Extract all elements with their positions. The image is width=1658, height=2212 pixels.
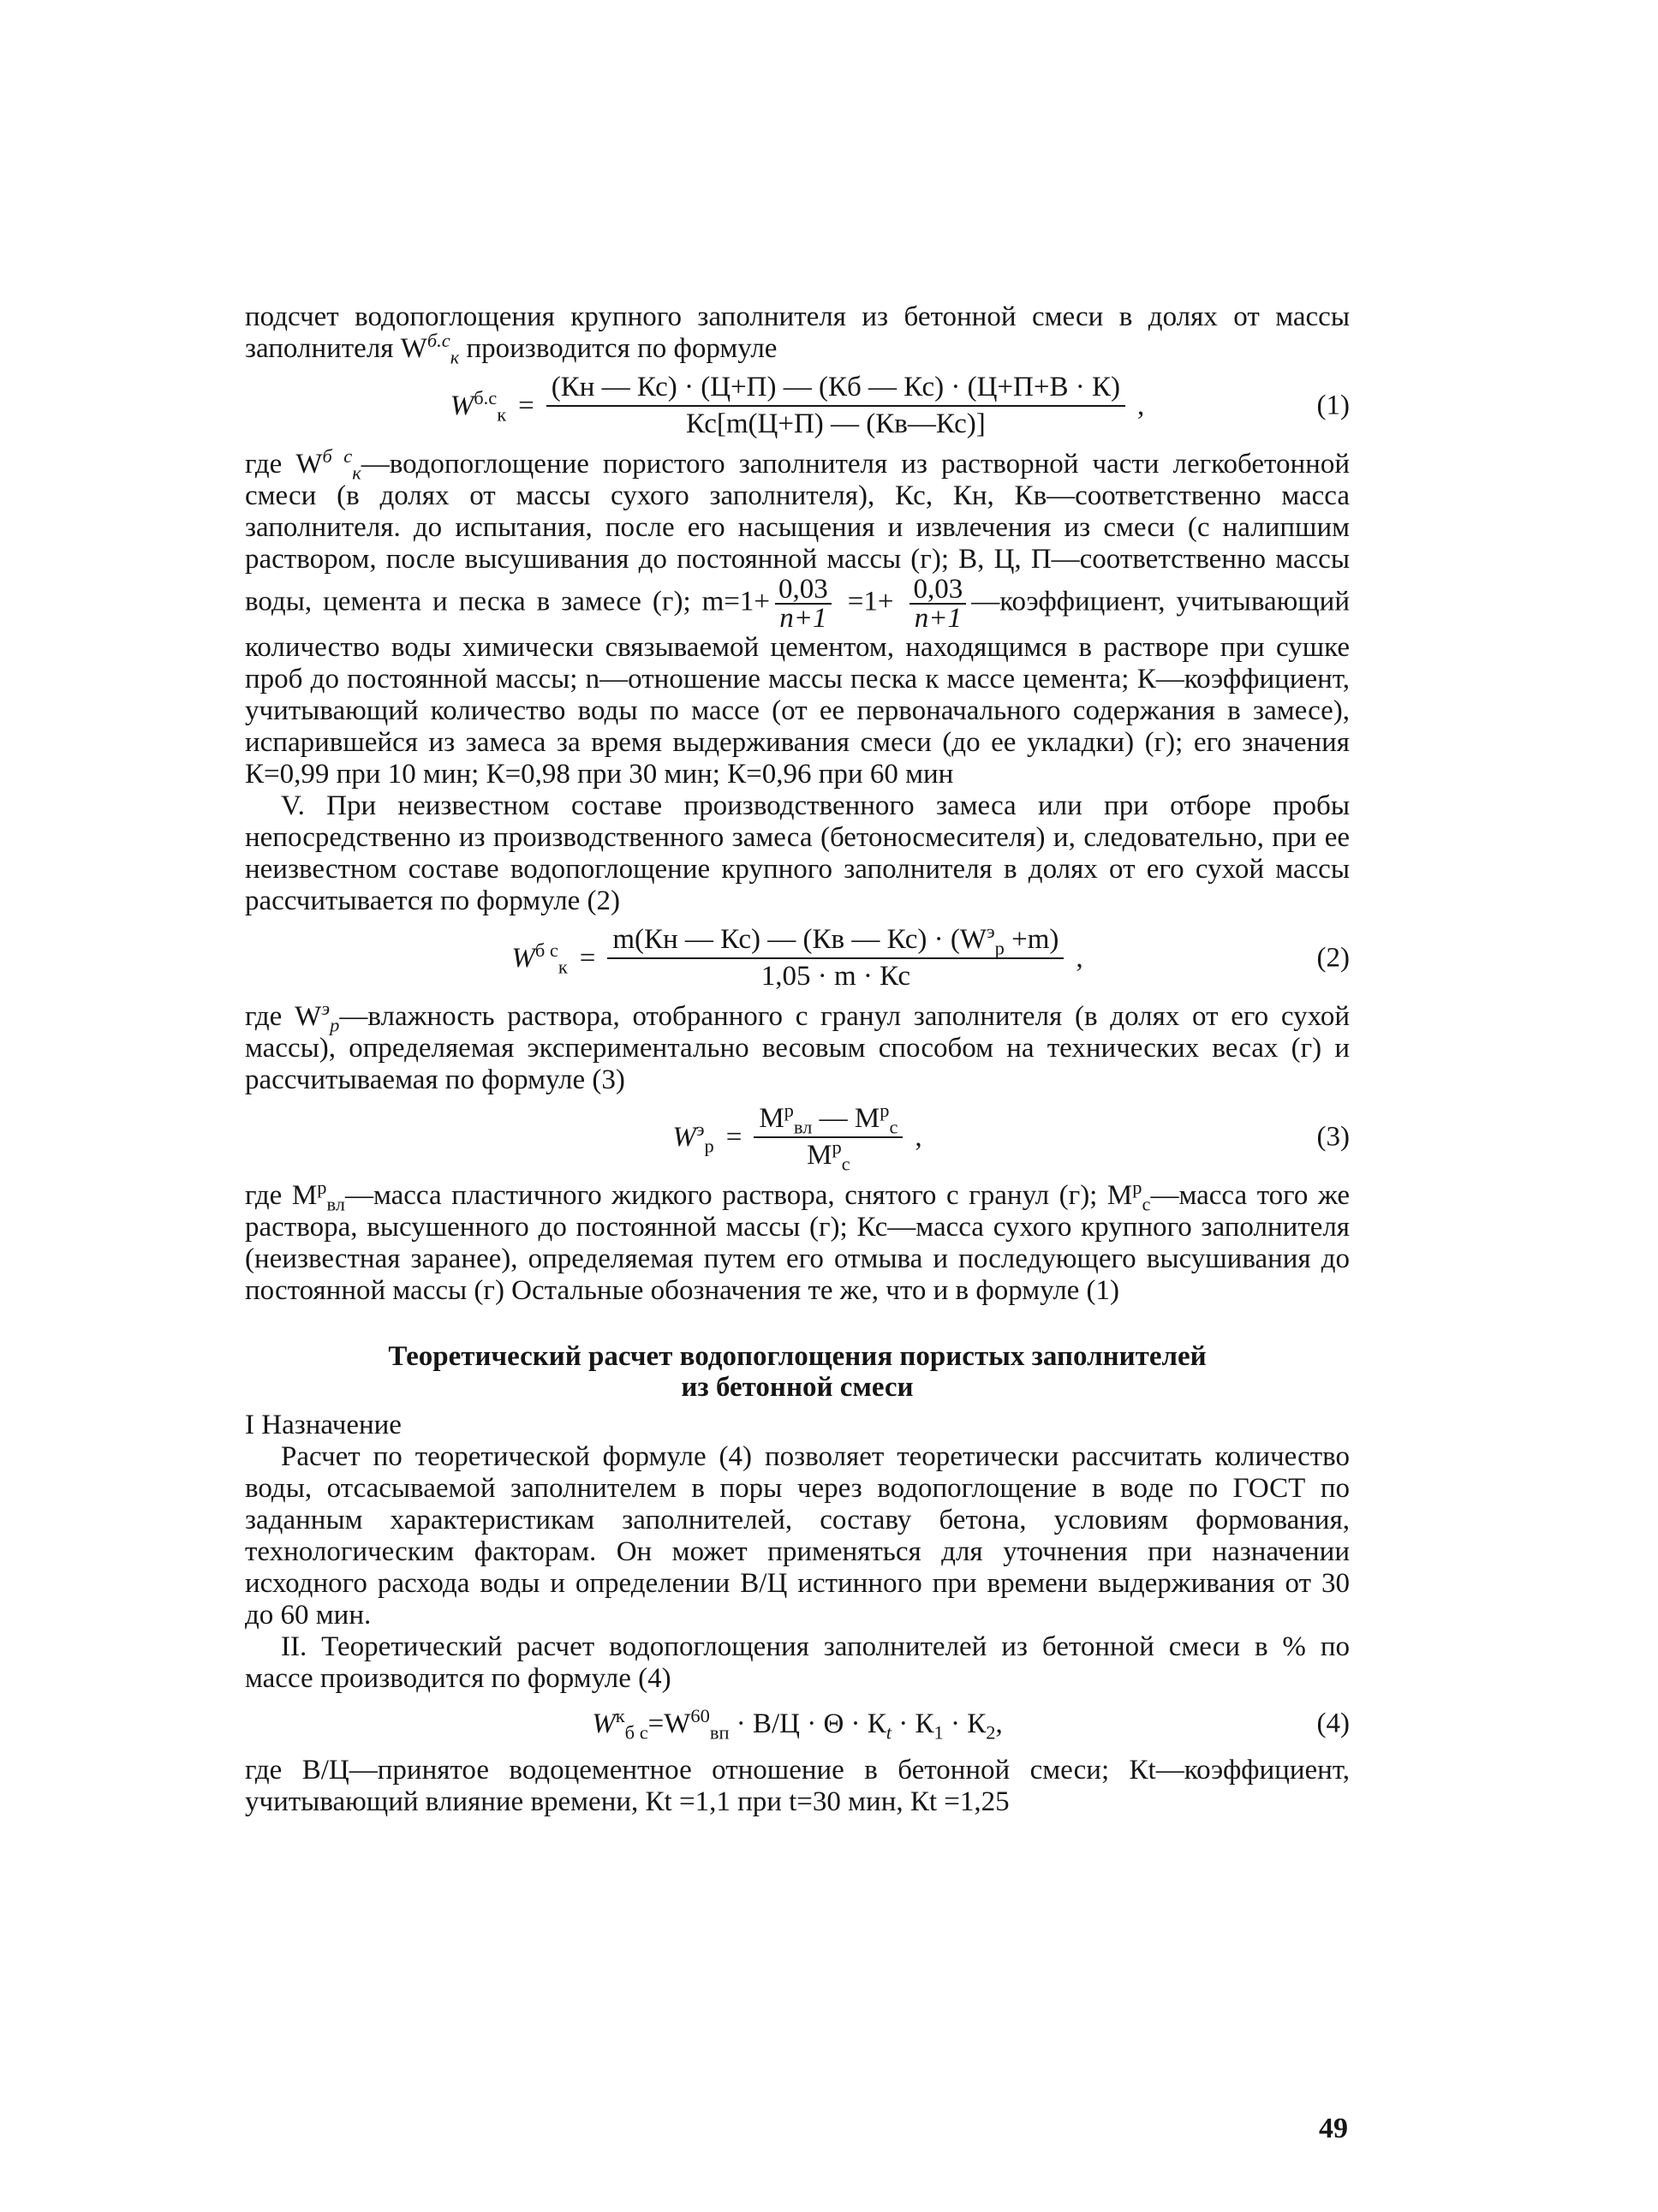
formula-4-lhs [592,1704,648,1744]
formula-1-fraction [546,372,1125,440]
paragraph-intro-tail: производится по формуле [459,333,778,364]
symbol-sub: с [1142,1193,1151,1215]
formula-4-lhs-symbol: W [592,1708,616,1739]
symbol-sup: э [321,998,331,1019]
paragraph-definitions-1-tail: —коэффициент, учитывающий количество воды химически связываемой цементом, находящимся в растворе при сушке проб до постоянной массы; n—отношение массы песка к массе цемента; К—коэффициент, учитывающий количество воды по массе (от ее первоначального содержания в замесе), испарившейся из замеса за время выдерживания смеси (до ее укладки) (г); его значения К=0,99 при 10 мин; К=0,98 при 30 мин; К=0,96 при 60 мин [245,586,1350,790]
formula-2-numerator [607,921,1064,959]
formula-4-rhs-sub: вп [709,1721,730,1744]
subsection-title: I Назначение [245,1410,402,1440]
m-fraction-2 [910,575,966,632]
m-fraction-1-top: 0,03 [775,575,832,605]
section-heading-line-1: Теоретический расчет водопоглощения пористых заполнителей [388,1341,1207,1372]
formula-1-denominator: Кс[m(Ц+П) — (Кв—Кс)] [686,408,986,439]
paragraph-intro [245,301,1350,368]
formula-2-denominator: 1,05 · m · Кс [760,961,910,992]
formula-2-numerator-tail: +m) [1004,924,1059,955]
text-column [245,301,1350,1818]
formula-4-k1-sub: 1 [933,1721,944,1744]
formula-4-lhs-sup: к [615,1704,625,1726]
paragraph-purpose: Расчет по теоретической формуле (4) позволяет теоретически рассчитать количество воды, отсасываемой заполнителем в поры через водопоглощение в воде по ГОСТ по заданным характеристикам заполнителей, составу бетона, условиям формования, технологическим факторам. Он может применяться для уточнения при назначении исходного расхода воды и определении В/Ц истинного при времени выдерживания от 30 до 60 мин. [245,1441,1350,1631]
paragraph-definitions-1-start: где W [245,449,323,480]
formula-4-kt-sub: t [886,1721,892,1744]
formula-1-number: (1) [1316,390,1350,421]
formula-3-fraction [754,1100,903,1175]
formula-4-rhs-d: · К [943,1708,987,1739]
formula-4-rhs-b: · В/Ц · Θ · К [729,1708,886,1739]
formula-3-num-a: М [759,1103,784,1134]
formula-1-numerator: (Кн — Кс) · (Ц+П) — (Кб — Кс) · (Ц+П+В · К) [546,372,1125,407]
paragraph-definitions-2-body: —влажность раствора, отобранного с гранул заполнителя (в долях от его сухой массы), определяемая экспериментально весовым способом на технических весах (г) и рассчитываемая по формуле (3) [245,1001,1350,1095]
formula-2-lhs-symbol: W [511,942,535,974]
paragraph-intro-text: подсчет водопоглощения крупного заполнителя из бетонной смеси в долях от массы заполнителя W [245,301,1350,364]
m-fraction-2-top: 0,03 [910,575,966,605]
formula-2-lhs-sub: к [558,956,568,978]
paragraph-definitions-1 [245,445,1350,790]
formula-3: $W^э_р$ = $\frac{М^р_{вл} — М^р_с}{М^р_с}$ , (3) [672,1100,1350,1175]
formula-3-lhs-symbol: W [672,1121,696,1153]
formula-1-lhs-sub: к [497,403,507,426]
formula-2-numerator-sub: р [994,937,1005,959]
paragraph-definitions-2 [245,998,1350,1096]
paragraph-definitions-3 [245,1177,1350,1307]
m-fraction-2-bottom: n+1 [914,603,962,634]
formula-3-lhs [672,1118,714,1157]
formula-2-fraction [607,921,1064,993]
formula-2-lhs-sup: б с [534,939,558,961]
formula-1-lhs [450,386,507,426]
formula-3-num-a-sup: р [784,1100,794,1121]
formula-3-den-sub: с [841,1153,850,1175]
section-heading-line-2: из бетонной смеси [681,1372,914,1403]
paragraph-definitions-3-body: —масса пластичного жидкого раствора, снятого с гранул (г); М [344,1180,1133,1211]
formula-4-rhs-a: =W [647,1708,691,1739]
formula-1-lhs-symbol: W [450,390,474,421]
formula-3-lhs-sup: э [695,1118,705,1140]
formula-4-rhs-e: , [995,1708,1003,1739]
m-fraction-1-bottom: n+1 [779,603,827,634]
formula-3-num-mid: — М [812,1103,880,1134]
formula-2: $W^{б с}_к$ = $\frac{m(Кн — Кс) — (Кв — Кс) \cdot (W^э_р +m)}{1,05 \cdot m \cdot Кс}$ , (2) [511,921,1350,992]
symbol-sub: к [450,346,460,368]
paragraph-definitions-3-start: где М [245,1180,318,1211]
formula-4-rhs-c: · К [892,1708,934,1739]
formula-4-k2-sub: 2 [986,1721,996,1744]
formula-2-lhs [511,939,568,978]
m-equals: =1+ [836,586,905,617]
formula-3-num-b-sub: с [889,1116,898,1138]
formula-3-num-a-sub: вл [793,1116,813,1138]
symbol-sup: б с [322,445,353,467]
formula-2-numerator-text: m(Кн — Кс) — (Кв — Кс) · (W [612,924,987,955]
formula-1: $W^{б.с}_к$ = $\frac{(Кн — Кс) \cdot (Ц+П) — (Кб — Кс) \cdot (Ц+П+В \cdot К)}{Кс[m(Ц+П) — (Кв—Кс)]}$ , (1) [450,372,1350,439]
symbol-sup: р [1132,1177,1142,1198]
formula-4-lhs-sub: б с [624,1721,648,1744]
page-number: 49 [1319,2113,1348,2144]
paragraph-definitions-2-start: где W [245,1001,322,1032]
symbol-sup: р [317,1177,327,1198]
formula-3-lhs-sub: р [704,1135,714,1157]
formula-4-number: (4) [1316,1708,1350,1739]
formula-4 [245,1702,1350,1746]
m-fraction-1 [775,575,832,632]
formula-3-den-sup: р [832,1136,842,1158]
formula-3-den-text: М [807,1140,832,1171]
paragraph-section-v: V. При неизвестном составе производственного замеса или при отборе пробы непосредственно из производственного замеса (бетоносмесителя) и, следовательно, при ее неизвестном составе водопоглощение крупного заполнителя в долях от его сухой массы рассчитывается по формуле (2) [245,790,1350,916]
formula-4-rhs-sup: 60 [690,1704,710,1726]
paragraph-definitions-4: где В/Ц—принятое водоцементное отношение в бетонной смеси; Кt—коэффициент, учитывающий влияние времени, Кt =1,1 при t=30 мин, Кt =1,25 [245,1755,1350,1817]
formula-4-rhs [647,1704,1003,1744]
symbol-sub: р [330,1014,340,1036]
symbol-sub: вл [326,1193,345,1215]
formula-2-numerator-sup: э [987,921,995,942]
formula-1-lhs-sup: б.с [474,386,498,408]
section-heading [245,1341,1350,1403]
formula-2-number: (2) [1316,942,1350,974]
symbol-sub: к [352,462,361,484]
formula-3-denominator [802,1136,856,1175]
formula-3-number: (3) [1316,1121,1350,1153]
formula-3-num-b-sup: р [880,1100,890,1121]
paragraph-definitions-1-body: —водопоглощение пористого заполнителя из растворной части легкобетонной смеси (в долях от массы сухого заполнителя), Кс, Кн, Кв—соответственно масса заполнителя. до испытания, после его насыщения и извлечения из смеси (с налипшим раствором, после высушивания до постоянной массы (г); В, Ц, П—соответственно массы воды, цемента и песка в замесе (г); m=1+ [245,449,1350,617]
formula-3-numerator [754,1100,903,1138]
paragraph-section-ii: II. Теоретический расчет водопоглощения заполнителей из бетонной смеси в % по массе производится по формуле (4) [245,1631,1350,1694]
paragraph-definitions-3-tail: —масса того же раствора, высушенного до постоянной массы (г); Кс—масса сухого крупного заполнителя (неизвестная заранее), определяемая путем его отмыва и последующего высушивания до постоянной массы (г) Остальные обозначения те же, что и в формуле (1) [245,1180,1350,1306]
symbol-sup: б.с [426,330,450,351]
